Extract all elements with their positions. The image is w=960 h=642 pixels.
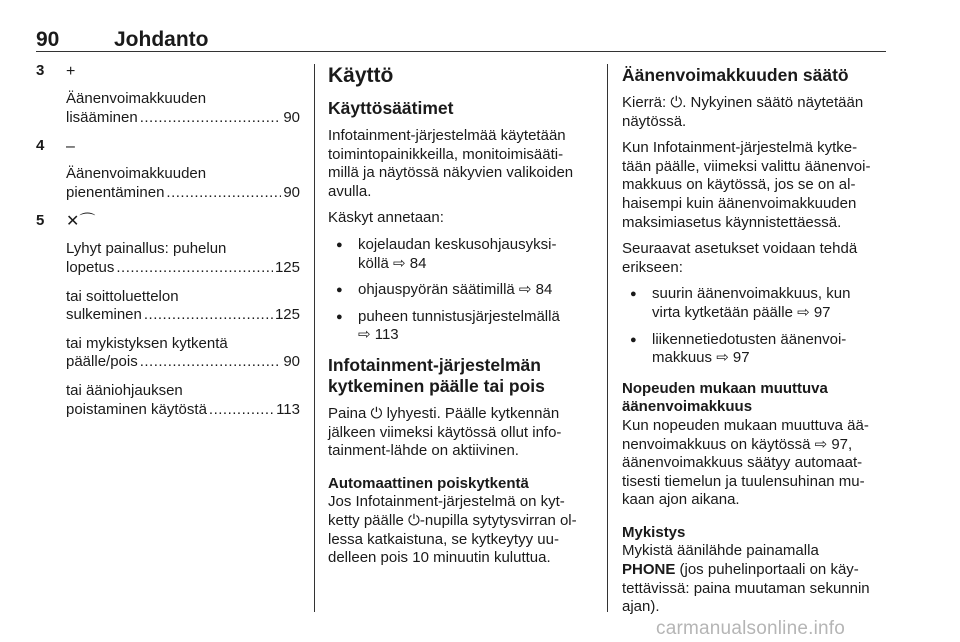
auto-off-title: Automaattinen poiskytkentä bbox=[328, 474, 529, 492]
page-number: 90 bbox=[36, 28, 60, 51]
bullet-line: ⇨ 113 bbox=[358, 326, 399, 344]
entry-text: Äänenvoimakkuuden bbox=[66, 165, 207, 183]
subsection-title-controls: Käyttösäätimet bbox=[328, 98, 454, 118]
bullet-line: köllä ⇨ 84 bbox=[358, 254, 427, 272]
subsection-title-power bbox=[328, 355, 592, 397]
power-title-line: Infotainment-järjestelmän bbox=[328, 354, 541, 375]
page-reference-number[interactable]: 113 bbox=[276, 400, 300, 418]
speed-line: nenvoimakkuus on käytössä ⇨ 97, bbox=[622, 435, 853, 453]
entry-text: Lyhyt painallus: puhelun bbox=[66, 240, 227, 258]
entry-page-reference: poistaminen käytöstä ..... 113 bbox=[66, 401, 300, 420]
auto-off-line: ketty päälle ⏻-nupilla sytytysvirran ol- bbox=[328, 511, 577, 529]
volume-line: makkuus on käytössä, jos se on al- bbox=[622, 176, 856, 194]
speed-line: tisesti tiemelun ja tuulensuhinan mu- bbox=[622, 472, 865, 490]
intro-line: avulla. bbox=[328, 182, 372, 200]
page-reference-number[interactable]: 125 bbox=[274, 306, 300, 324]
bullet-line: ● liikennetiedotusten äänenvoi- bbox=[652, 330, 847, 348]
mute-title: Mykistys bbox=[622, 523, 686, 541]
speed-line: kaan ajon aikana. bbox=[622, 491, 740, 509]
entry-page-reference: sulkeminen ..... 125 bbox=[66, 306, 300, 325]
bullet-line: ● kojelaudan keskusohjausyksi- bbox=[358, 235, 557, 253]
page-reference-number[interactable]: 90 bbox=[283, 108, 300, 126]
control-key-symbol-icon: – bbox=[66, 138, 75, 156]
control-function-entry bbox=[66, 90, 300, 127]
command-bullet-item bbox=[336, 236, 592, 273]
commands-bullet-list bbox=[328, 236, 592, 345]
power-line: jälkeen viimeksi käytössä ollut info- bbox=[328, 423, 562, 441]
header-divider bbox=[36, 51, 886, 52]
volume-line: Kun Infotainment-järjestelmä kytke- bbox=[622, 139, 858, 157]
entry-page-reference: pienentäminen ..... 90 bbox=[66, 184, 300, 203]
mute-paragraph bbox=[622, 542, 888, 616]
entry-text: Äänenvoimakkuuden bbox=[66, 90, 207, 107]
page-header bbox=[36, 28, 886, 52]
control-function-entry bbox=[66, 335, 300, 372]
control-key-number: 3 bbox=[36, 62, 45, 79]
volume-startup-paragraph bbox=[622, 139, 888, 232]
entry-text: tai soittoluettelon bbox=[66, 287, 179, 305]
mute-line: tettävissä: paina muutaman sekunnin bbox=[622, 579, 870, 597]
auto-off-line: Jos Infotainment-järjestelmä on kyt- bbox=[328, 493, 565, 511]
page-reference-number[interactable]: 90 bbox=[283, 353, 300, 371]
power-title-line: kytkeminen päälle tai pois bbox=[328, 375, 545, 396]
intro-line: Infotainment-järjestelmää käytetään bbox=[328, 127, 566, 144]
mute-line: ajan). bbox=[622, 598, 660, 616]
bullet-line: makkuus ⇨ 97 bbox=[652, 349, 750, 367]
command-bullet-item bbox=[336, 308, 592, 345]
auto-off-line: lessa katkaistuna, se kytkeytyy uu- bbox=[328, 530, 559, 548]
mute-line: Mykistä äänilähde painamalla bbox=[622, 542, 819, 560]
control-key-item bbox=[36, 137, 300, 202]
entry-text: tai ääniohjauksen bbox=[66, 381, 183, 399]
section-title-operation: Käyttö bbox=[328, 64, 394, 87]
bullet-line: virta kytketään päälle ⇨ 97 bbox=[652, 303, 831, 321]
entry-page-reference: päälle/pois ..... 90 bbox=[66, 353, 300, 372]
intro-line: millä ja näytössä näkyvien valikoiden bbox=[328, 164, 574, 182]
volume-line: haisempi kuin äänenvoimakkuuden bbox=[622, 194, 857, 212]
speed-line: Kun nopeuden mukaan muuttuva ää- bbox=[622, 416, 869, 434]
page-reference-number[interactable]: 125 bbox=[274, 258, 300, 276]
control-key-number: 5 bbox=[36, 212, 45, 230]
speed-volume-title bbox=[622, 380, 888, 417]
operation-column bbox=[328, 62, 592, 576]
command-bullet-item bbox=[336, 281, 592, 300]
entry-page-reference: lopetus ..... 125 bbox=[66, 259, 300, 278]
volume-bullet-item bbox=[630, 285, 888, 322]
speed-volume-paragraph bbox=[622, 417, 888, 510]
volume-line: Kierrä: ⏻. Nykyinen säätö näytetään bbox=[622, 94, 864, 111]
chapter-title: Johdanto bbox=[114, 28, 209, 51]
auto-off-line: delleen pois 10 minuutin kuluttua. bbox=[328, 549, 551, 567]
volume-rotate-paragraph bbox=[622, 94, 888, 131]
volume-column bbox=[622, 62, 888, 625]
volume-line: näytössä. bbox=[622, 112, 687, 130]
column-divider-1 bbox=[314, 64, 315, 612]
intro-line: toimintopainikkeilla, monitoimisääti- bbox=[328, 145, 564, 163]
mute-line: PHONE (jos puhelinportaali on käy- bbox=[622, 561, 859, 579]
volume-line: tään päälle, viimeksi valittu äänenvoi- bbox=[622, 157, 871, 175]
bullet-line: ● ohjauspyörän säätimillä ⇨ 84 bbox=[358, 281, 553, 299]
control-key-symbol-icon: ✕⌒ bbox=[66, 213, 96, 231]
control-function-entry bbox=[66, 288, 300, 325]
control-function-entry bbox=[66, 165, 300, 202]
control-function-entry bbox=[66, 382, 300, 419]
phone-button-label: PHONE bbox=[622, 561, 676, 579]
controls-legend-column bbox=[36, 62, 300, 429]
control-key-number: 4 bbox=[36, 137, 45, 155]
control-function-entry bbox=[66, 240, 300, 277]
entry-text: tai mykistyksen kytkentä bbox=[66, 334, 228, 352]
volume-settings-list bbox=[622, 285, 888, 367]
power-line: tainment-lähde on aktiivinen. bbox=[328, 442, 519, 460]
volume-bullet-item bbox=[630, 331, 888, 368]
power-paragraph bbox=[328, 405, 592, 461]
auto-off-paragraph bbox=[328, 493, 592, 567]
control-key-item bbox=[36, 212, 300, 419]
volume-line: erikseen: bbox=[622, 258, 683, 276]
volume-line: Seuraavat asetukset voidaan tehdä bbox=[622, 240, 858, 258]
subsection-title-volume: Äänenvoimakkuuden säätö bbox=[622, 65, 849, 85]
power-line: Paina ⏻ lyhyesti. Päälle kytkennän bbox=[328, 404, 560, 422]
speed-title-line: Nopeuden mukaan muuttuva bbox=[622, 379, 828, 397]
watermark: carmanualsonline.info bbox=[656, 618, 846, 639]
controls-intro-paragraph bbox=[328, 127, 592, 201]
column-divider-2 bbox=[607, 64, 608, 612]
speed-line: äänenvoimakkuus säätyy automaat- bbox=[622, 454, 863, 472]
control-key-item bbox=[36, 62, 300, 127]
entry-page-reference: lisääminen ..... 90 bbox=[66, 109, 300, 128]
volume-settings-paragraph bbox=[622, 240, 888, 277]
page-reference-number[interactable]: 90 bbox=[283, 183, 300, 201]
control-key-symbol-icon: + bbox=[66, 63, 76, 80]
bullet-line: ● suurin äänenvoimakkuus, kun bbox=[652, 285, 851, 303]
bullet-line: ● puheen tunnistusjärjestelmällä bbox=[358, 307, 560, 325]
speed-title-line: äänenvoimakkuus bbox=[622, 398, 753, 416]
commands-label: Käskyt annetaan: bbox=[328, 209, 444, 227]
volume-line: maksimiasetus käynnistettäessä. bbox=[622, 213, 842, 231]
